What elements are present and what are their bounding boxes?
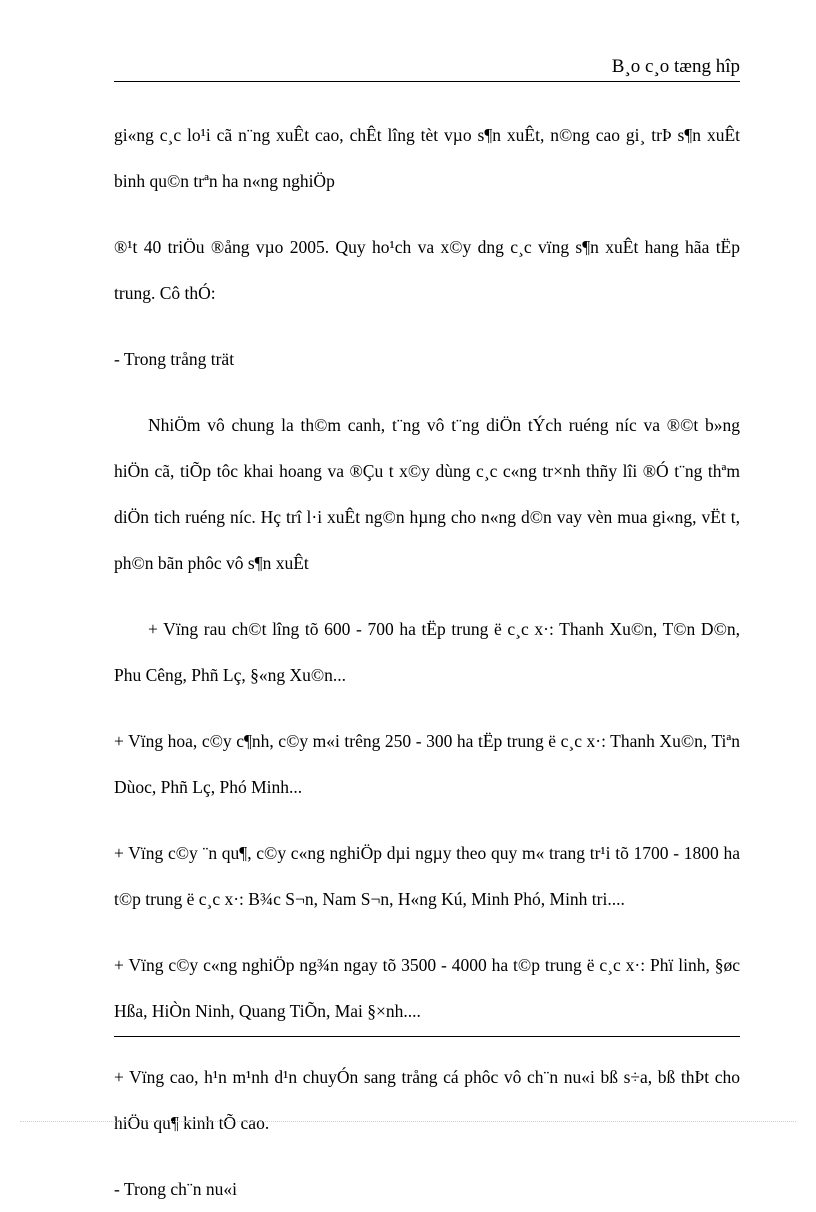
- list-item: + Vïng c©y ¨n qu¶, c©y c«ng nghiÖp dµi ngµy theo quy m« trang tr¹i tõ 1700 - 1800 ha t©p trung ë c¸c x·: B¾c S¬n, Nam S¬n, H«ng Kú, Minh Phó, Minh tri....: [114, 843, 740, 909]
- list-item: + Vïng rau ch©t lîng tõ 600 - 700 ha tËp trung ë c¸c x·: Thanh Xu©n, T©n D©n, Phu Cêng, Phñ Lç, §«ng Xu©n...: [114, 619, 740, 685]
- header-rule: [114, 81, 740, 82]
- paragraph: ®¹t 40 triÖu ®ång vµo 2005. Quy ho¹ch va x©y dng c¸c vïng s¶n xuÊt hang hãa tËp trung. Cô thÓ:: [114, 237, 740, 303]
- section-heading-crops: - Trong trång trät: [114, 349, 235, 369]
- list-item: + Vïng cao, h¹n m¹nh d¹n chuyÓn sang trång cá phôc vô ch¨n nu«i bß s÷a, bß thÞt cho hiÖu qu¶ kinh tÕ cao.: [114, 1067, 740, 1133]
- page-header: B¸o c¸o tæng hîp: [611, 56, 740, 77]
- page-edge-dots: [20, 1121, 796, 1122]
- document-body: [114, 112, 740, 1212]
- footer-rule: [114, 1036, 740, 1037]
- list-item: + Vïng hoa, c©y c¶nh, c©y m«i trêng 250 - 300 ha tËp trung ë c¸c x·: Thanh Xu©n, Tiªn Dùoc, Phñ Lç, Phó Minh...: [114, 731, 740, 797]
- list-item: + Vïng c©y c«ng nghiÖp ng¾n ngay tõ 3500 - 4000 ha t©p trung ë c¸c x·: Phï linh, §øc Hßa, HiÒn Ninh, Quang TiÕn, Mai §×nh....: [114, 955, 740, 1021]
- paragraph: NhiÖm vô chung la th©m canh, t¨ng vô t¨ng diÖn tÝch ruéng níc va ®©t b»ng hiÖn cã, tiÕp tôc khai hoang va ®Çu t x©y dùng c¸c c«ng tr×nh thñy lîi ®Ó t¨ng thªm diÖn tich ruéng níc. Hç trî l·i xuÊt ng©n hµng cho n«ng d©n vay vèn mua gi«ng, vËt t, ph©n bãn phôc vô s¶n xuÊt: [114, 415, 740, 573]
- paragraph: gi«ng c¸c lo¹i cã n¨ng xuÊt cao, chÊt lîng tèt vµo s¶n xuÊt, n©ng cao gi¸ trÞ s¶n xuÊt binh qu©n trªn ha n«ng nghiÖp: [114, 125, 740, 191]
- section-heading-livestock: - Trong ch¨n nu«i: [114, 1179, 237, 1199]
